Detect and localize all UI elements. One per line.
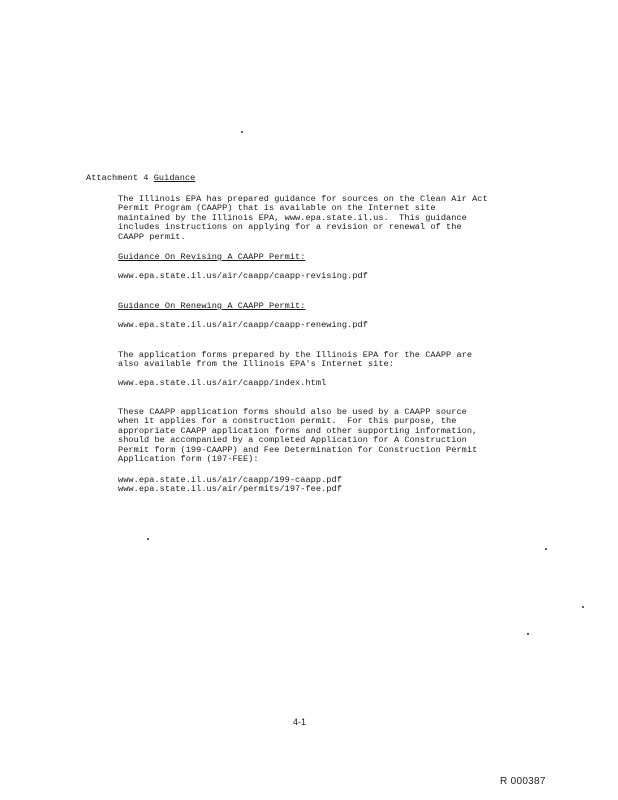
renewing-guidance-url: www.epa.state.il.us/air/caapp/caapp-renewing.pdf — [118, 320, 368, 330]
renewing-guidance-heading: Guidance On Renewing A CAAPP Permit: — [118, 301, 306, 311]
attachment-label: Attachment 4 — [86, 173, 154, 183]
revising-guidance-url: www.epa.state.il.us/air/caapp/caapp-revising.pdf — [118, 271, 368, 281]
revising-guidance-heading: Guidance On Revising A CAAPP Permit: — [118, 252, 306, 262]
attachment-heading — [86, 174, 195, 183]
scan-speck — [241, 131, 243, 133]
construction-permit-paragraph: These CAAPP application forms should also be used by a CAAPP source when it applies for a construction permit. For this purpose, the appropriate CAAPP application forms and other supporting information, should be accompanied by a completed Application for A Construction Permit form (199-CAAPP) and Fee Determination for Construction Permit Application form (197-FEE): — [118, 407, 478, 465]
bates-number: R 000387 — [500, 776, 546, 787]
scan-speck — [582, 606, 584, 608]
intro-paragraph: The Illinois EPA has prepared guidance for sources on the Clean Air Act Permit Program (CAAPP) that is available on the Internet site maintained by the Illinois EPA, www.epa.state.il.us. This guidance includes instructions on applying for a revision or renewal of the CAAPP permit. — [118, 194, 488, 242]
construction-form-urls: www.epa.state.il.us/air/caapp/199-caapp.pdf www.epa.state.il.us/air/permits/197-fee.pdf — [118, 475, 342, 495]
application-forms-url: www.epa.state.il.us/air/caapp/index.html — [118, 378, 327, 388]
scan-speck — [545, 548, 547, 550]
page-number: 4-1 — [293, 717, 307, 727]
scan-speck — [527, 633, 529, 635]
scan-speck — [147, 538, 149, 540]
application-forms-paragraph: The application forms prepared by the Illinois EPA for the CAAPP are also available from the Illinois EPA's Internet site: — [118, 350, 473, 370]
attachment-title: Guidance — [153, 173, 196, 183]
